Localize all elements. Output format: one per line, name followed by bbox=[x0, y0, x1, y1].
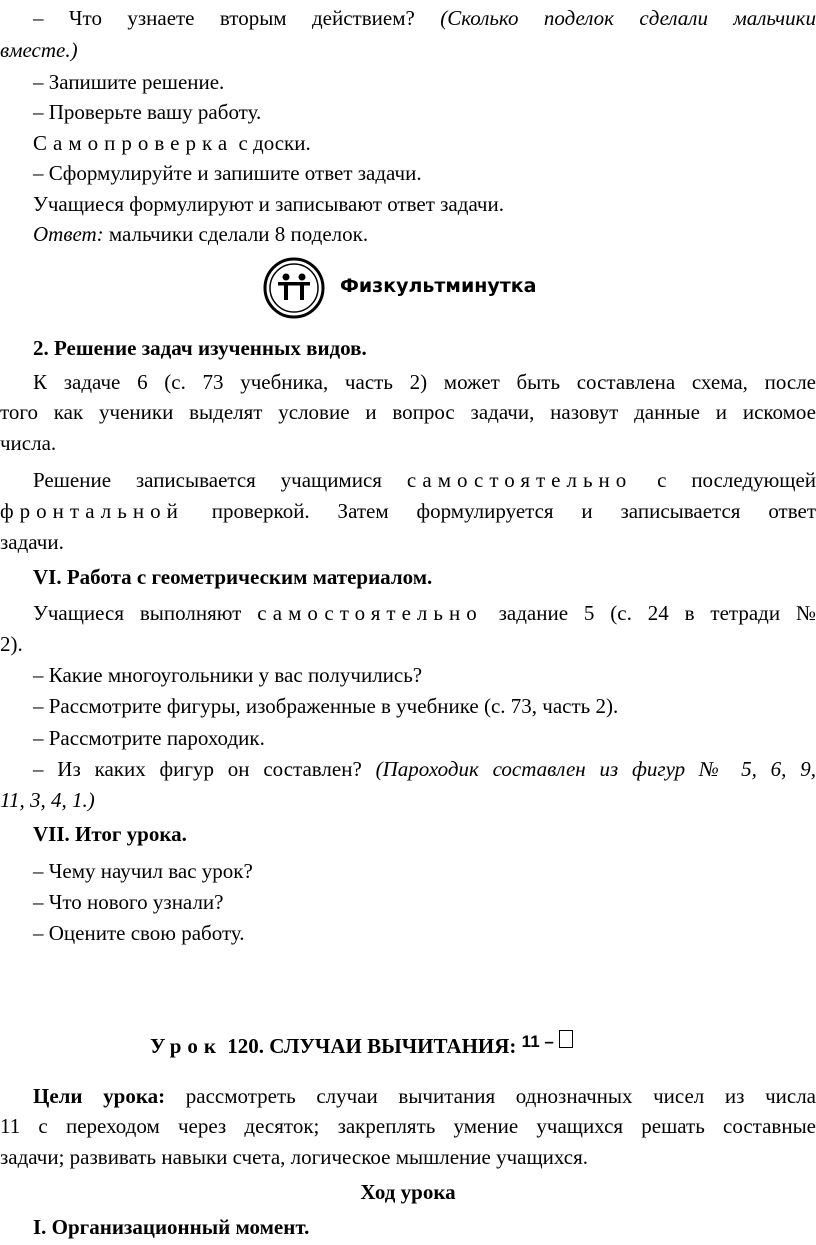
question-line: – Рассмотрите пароходик. bbox=[33, 726, 265, 750]
subtraction-expression: 11 – bbox=[522, 1032, 573, 1051]
instruction-line: – Сформулируйте и запишите ответ задачи. bbox=[33, 161, 422, 185]
course-heading: Ход урока bbox=[360, 1180, 456, 1204]
question-line: – Чему научил вас урок? bbox=[33, 859, 253, 883]
answer-line: Ответ: мальчики сделали 8 поделок. bbox=[33, 222, 369, 246]
instruction-line: – Проверьте вашу работу. bbox=[33, 100, 262, 124]
section-heading: 2. Решение задач изученных видов. bbox=[33, 336, 367, 360]
paragraph-line: того как ученики выделят условие и вопрос задачи, назовут данные и искомое bbox=[0, 400, 816, 424]
goals-line: 11 с переходом через десяток; закреплять умение учащихся решать составные bbox=[0, 1114, 816, 1138]
goals-line: задачи; развивать навыки счета, логическое мышление учащихся. bbox=[0, 1145, 589, 1169]
lesson-title: Урок 120. СЛУЧАИ ВЫЧИТАНИЯ: $^{11 -}$ bbox=[150, 1030, 710, 1058]
question-line: – Из каких фигур он составлен? (Пароходик составлен из фигур № 5, 6, 9, bbox=[33, 757, 816, 781]
section-heading: VII. Итог урока. bbox=[33, 822, 187, 846]
selfcheck-line: Самопроверка с доски. bbox=[33, 131, 311, 155]
paragraph-line: 2). bbox=[0, 632, 23, 656]
section-heading: I. Организационный момент. bbox=[33, 1215, 310, 1239]
paragraph-line: фронтальной проверкой. Затем формулируется и записывается ответ bbox=[0, 499, 816, 523]
answer-continuation: вместе.) bbox=[0, 38, 78, 62]
goals-line: Цели урока: рассмотреть случаи вычитания однозначных чисел из числа bbox=[33, 1084, 816, 1108]
paragraph-line: Учащиеся выполняют самостоятельно задание 5 (с. 24 в тетради № bbox=[33, 601, 816, 625]
question-line: – Какие многоугольники у вас получились? bbox=[33, 663, 423, 687]
two-figures-circle-icon bbox=[262, 256, 326, 320]
paragraph-line: К задаче 6 (с. 73 учебника, часть 2) может быть составлена схема, после bbox=[33, 370, 816, 394]
missing-number-box-icon bbox=[559, 1030, 573, 1048]
instruction-line: – Запишите решение. bbox=[33, 70, 225, 94]
paragraph-line: Решение записывается учащимися самостоятельно с последующей bbox=[33, 468, 816, 492]
paragraph-line: числа. bbox=[0, 431, 57, 455]
answer-continuation: 11, 3, 4, 1.) bbox=[0, 788, 95, 812]
paragraph-line: задачи. bbox=[0, 530, 64, 554]
question-line: – Что нового узнали? bbox=[33, 890, 224, 914]
section-heading: VI. Работа с геометрическим материалом. bbox=[33, 565, 433, 589]
question-line: – Оцените свою работу. bbox=[33, 921, 245, 945]
text-line: Учащиеся формулируют и записывают ответ задачи. bbox=[33, 192, 504, 216]
physical-break-banner bbox=[262, 256, 562, 320]
question-line: – Что узнаете вторым действием? (Сколько поделок сделали мальчики bbox=[33, 6, 816, 30]
banner-label: Физкультминутка bbox=[340, 275, 537, 297]
question-line: – Рассмотрите фигуры, изображенные в учебнике (с. 73, часть 2). bbox=[33, 694, 619, 718]
